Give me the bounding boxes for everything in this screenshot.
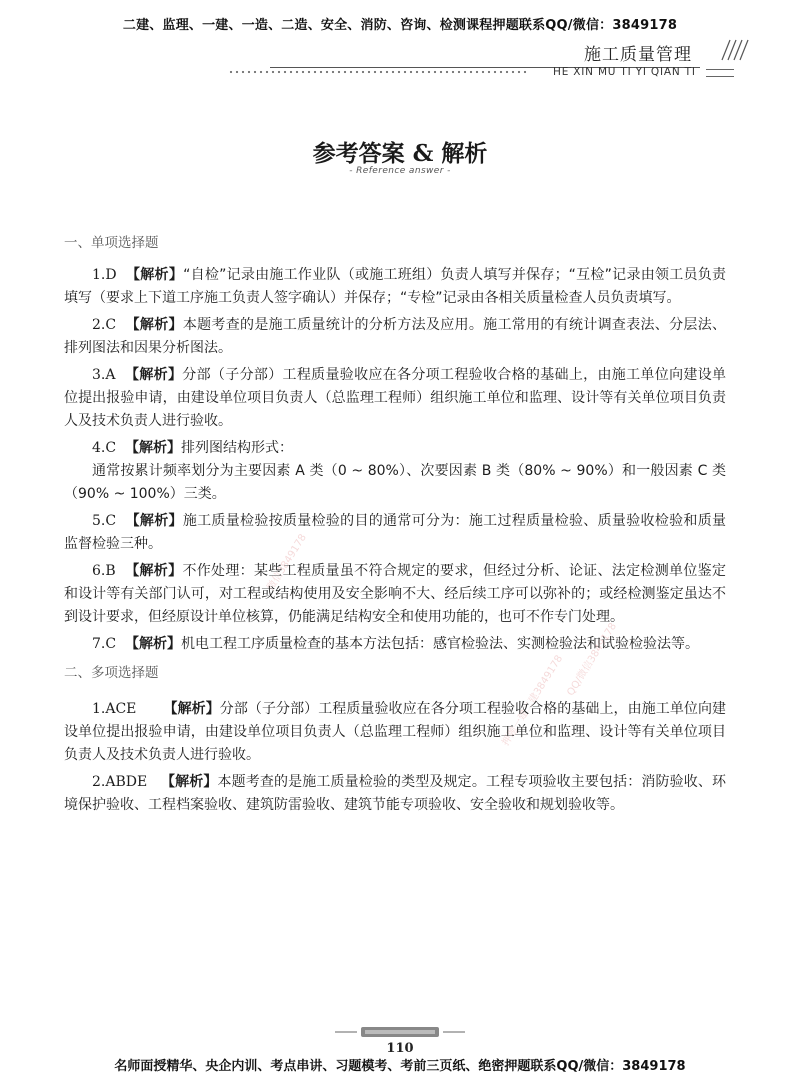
watermark: 押题一建二建3849178 [500,653,566,748]
page-number: 110 [386,1041,414,1056]
answer-number: 1.ACE [92,701,137,717]
header-pinyin-bar [706,69,734,77]
answer-item [64,437,726,460]
answer-text: 分部（子分部）工程质量验收应在各分项工程验收合格的基础上，由施工单位向建设单位提出报验申请，由建设单位项目负责人（总监理工程师）组织施工单位和监理、设计等有关单位项目负责人及技术负责人进行验收。 [64,367,727,429]
analysis-tag: 【解析】 [163,701,220,717]
header-pinyin: HE XIN MU TI YI QIAN TI [553,66,696,78]
analysis-tag: 【解析】 [160,774,218,790]
answer-number: 3.A [92,367,116,383]
answer-item [64,314,726,360]
answer-item [64,510,726,556]
answer-number: 4.C [92,440,117,456]
analysis-tag: 【解析】 [124,440,181,456]
answer-text: 分部（子分部）工程质量验收应在各分项工程验收合格的基础上，由施工单位向建设单位提出报验申请，由建设单位项目负责人（总监理工程师）组织施工单位和监理、设计等有关单位项目负责人及技术负责人进行验收。 [64,701,727,763]
answer-item [64,560,726,629]
answer-text: 排列图结构形式： [180,440,293,456]
single-choice-heading: 一、单项选择题 [64,235,159,251]
bottom-promo-banner: 名师面授精华、央企内训、考点串讲、习题模考、考前三页纸、绝密押题联系QQ/微信：3849178 [114,1059,686,1074]
analysis-tag: 【解析】 [126,267,184,283]
watermark: 微信3849178 [265,532,309,593]
answer-item [64,771,726,817]
answer-text: 施工质量检验按质量检验的目的通常可分为：施工过程质量检验、质量验收检验和质量监督检验三种。 [64,513,727,552]
analysis-tag: 【解析】 [125,367,183,383]
answer-item [64,264,726,310]
answer-number: 1.D [92,267,117,283]
footer-ornament-icon [335,1025,465,1039]
top-promo-banner: 二建、监理、一建、一造、二造、安全、消防、咨询、检测课程押题联系QQ/微信：3849178 [122,18,678,33]
analysis-tag: 【解析】 [124,636,181,652]
page-title: 参考答案 & 解析 [312,140,488,167]
answer-item [64,633,726,656]
answer-text: “自检”记录由施工作业队（或施工班组）负责人填写并保存；“互检”记录由领工员负责填写（要求上下道工序施工负责人签字确认）并保存；“专检”记录由各相关质量检查人员负责填写。 [64,267,727,306]
answer-item [64,698,726,767]
analysis-tag: 【解析】 [125,563,183,579]
multiple-choice-heading: 二、多项选择题 [64,665,159,681]
answer-text: 本题考查的是施工质量统计的分析方法及应用。施工常用的有统计调查表法、分层法、排列图法和因果分析图法。 [64,317,727,356]
analysis-tag: 【解析】 [125,317,183,333]
section-title: 施工质量管理 [584,45,692,65]
answer-text: 机电工程工序质量检查的基本方法包括：感官检验法、实测检验法和试验检验法等。 [180,636,699,652]
decorative-slashes-icon [712,38,752,62]
answer-text: 不作处理：某些工程质量虽不符合规定的要求，但经过分析、论证、法定检测单位鉴定和设计等有关部门认可，对工程或结构使用及安全影响不大、经后续工序可以弥补的；或经检测鉴定虽达不到设计要求，但经原设计单位核算，仍能满足结构安全和使用功能的，也可不作专门处理。 [64,563,726,625]
page-subtitle: - Reference answer - [349,166,451,176]
answer-number: 5.C [92,513,117,529]
answer-text-continued: 通常按累计频率划分为主要因素 A 类（0 ~ 80%）、次要因素 B 类（80% ~ 90%）和一般因素 C 类（90% ~ 100%）三类。 [64,463,726,502]
analysis-tag: 【解析】 [125,513,183,529]
answer-number: 2.C [92,317,117,333]
answer-number: 2.ABDE [92,774,148,790]
answer-number: 7.C [92,636,117,652]
answer-number: 6.B [92,563,116,579]
watermark: QQ/微信3849178 [565,621,620,698]
answer-content [64,232,726,821]
header-dotted-rule [228,70,528,74]
answer-text: 本题考查的是施工质量检验的类型及规定。工程专项验收主要包括：消防验收、环境保护验收、工程档案验收、建筑防雷验收、建筑节能专项验收、安全验收和规划验收等。 [64,774,727,813]
answer-item [64,364,726,433]
